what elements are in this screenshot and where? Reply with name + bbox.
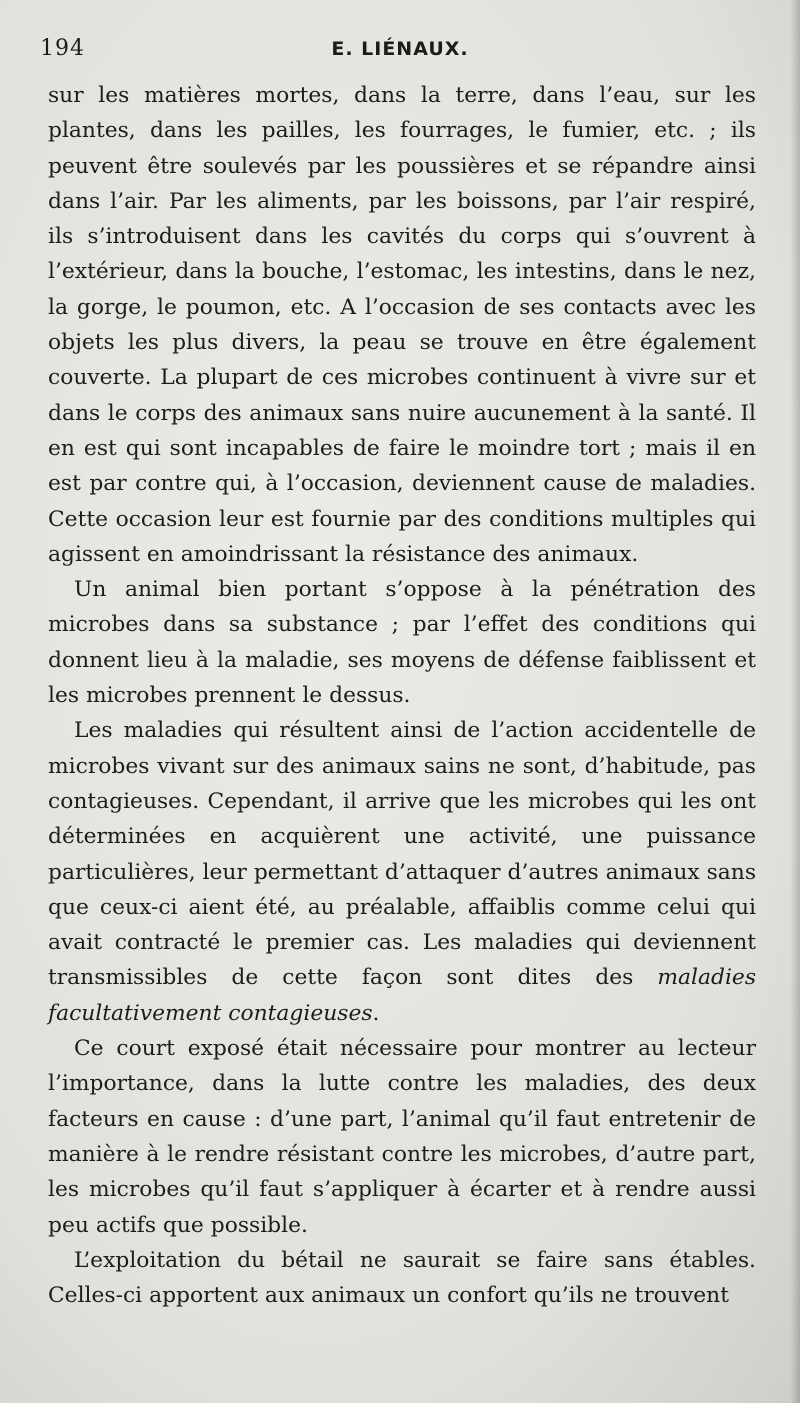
paragraph-3 <box>48 713 756 1031</box>
paragraph-2: Un animal bien portant s’oppose à la pénétration des microbes dans sa substance ; par l’effet des conditions qui donnent lieu à la maladie, ses moyens de défense faiblissent et les microbes prennent le dessus. <box>48 577 756 709</box>
paragraph-5: L’exploitation du bétail ne saurait se faire sans étables. Celles-ci apportent aux animaux un confort qu’ils ne trouvent <box>48 1247 756 1309</box>
paragraph-1: sur les matières mortes, dans la terre, dans l’eau, sur les plantes, dans les pailles, les fourrages, le fumier, etc. ; ils peuvent être soulevés par les poussières et se répandre ainsi dans l’air. Par les aliments, par les boissons, par l’air respiré, ils s’introduisent dans les cavités du corps qui s’ouvrent à l’extérieur, dans la bouche, l’estomac, les intestins, dans le nez, la gorge, le poumon, etc. A l’occasion de ses contacts avec les objets les plus divers, la peau se trouve en être également couverte. La plupart de ces microbes continuent à vivre sur et dans le corps des animaux sans nuire aucunement à la santé. Il en est qui sont incapables de faire le moindre tort ; mais il en est par contre qui, à l’occasion, deviennent cause de maladies. Cette occasion leur est fournie par des conditions multiples qui agissent en amoindrissant la résistance des animaux. <box>48 83 756 567</box>
page-edge-shadow <box>790 0 800 1403</box>
body-text <box>48 78 756 1313</box>
paragraph-4: Ce court exposé était nécessaire pour montrer au lecteur l’importance, dans la lutte contre les maladies, des deux facteurs en cause : d’une part, l’animal qu’il faut entretenir de manière à le rendre résistant contre les microbes, d’autre part, les microbes qu’il faut s’appliquer à écarter et à rendre aussi peu actifs que possible. <box>48 1036 756 1238</box>
running-head: E. LIÉNAUX. <box>331 38 469 60</box>
paragraph-3-end: . <box>372 1000 380 1026</box>
page-header <box>40 36 760 66</box>
italic-term: maladies facultativement contagieuses <box>48 965 756 1026</box>
paragraph-3-text: Les maladies qui résultent ainsi de l’action accidentelle de microbes vivant sur des animaux sains ne sont, d’habitude, pas contagieuses. Cependant, il arrive que les microbes qui les ont déterminées en acquièrent une activité, une puissance particulières, leur permettant d’attaquer d’autres animaux sans que ceux-ci aient été, au préalable, affaiblis comme celui qui avait contracté le premier cas. Les maladies qui deviennent transmissibles de cette façon sont dites des <box>48 718 756 991</box>
page-number: 194 <box>40 36 85 61</box>
